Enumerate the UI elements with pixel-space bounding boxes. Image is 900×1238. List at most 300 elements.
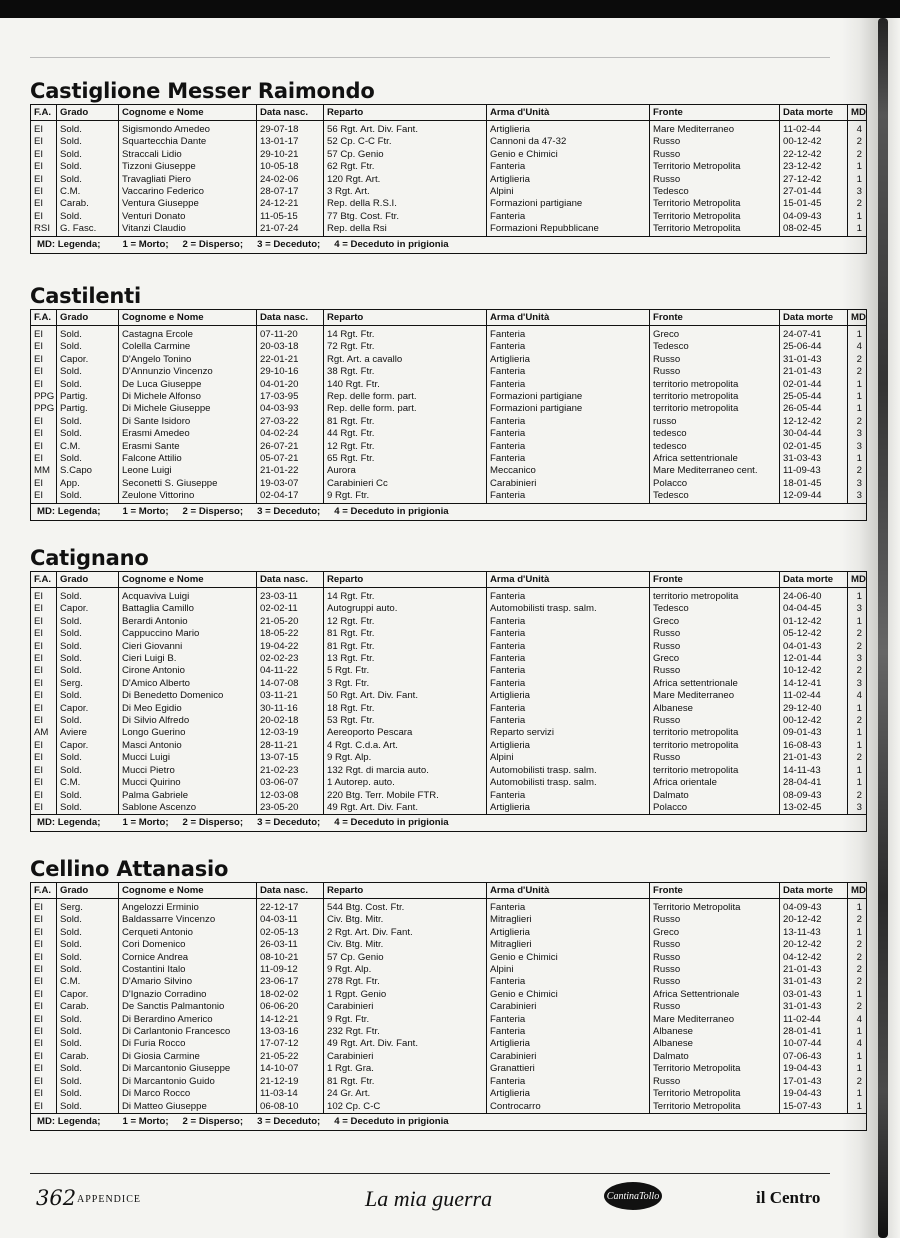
cell-reparto: 38 Rgt. Ftr. bbox=[324, 366, 487, 378]
table-row bbox=[31, 391, 867, 403]
cell-birth: 04-11-22 bbox=[257, 665, 324, 677]
cell-fa: EI bbox=[31, 641, 57, 653]
table-row bbox=[31, 161, 867, 173]
cell-fronte: Russo bbox=[650, 952, 780, 964]
cell-md: 1 bbox=[848, 740, 867, 752]
cell-death: 21-01-43 bbox=[780, 752, 848, 764]
casualty-table bbox=[30, 104, 867, 254]
cell-grado: Capor. bbox=[57, 740, 119, 752]
table-row bbox=[31, 802, 867, 815]
cell-arma: Automobilisti trasp. salm. bbox=[487, 777, 650, 789]
cell-md: 1 bbox=[848, 391, 867, 403]
table-row bbox=[31, 136, 867, 148]
legend-row bbox=[31, 815, 867, 832]
cell-fa: EI bbox=[31, 1014, 57, 1026]
cell-grado: Carab. bbox=[57, 1051, 119, 1063]
cell-death: 15-07-43 bbox=[780, 1101, 848, 1114]
cell-death: 12-09-44 bbox=[780, 490, 848, 503]
cell-fa: EI bbox=[31, 703, 57, 715]
legend-item: 1 = Morto; bbox=[122, 1115, 169, 1127]
cell-birth: 11-05-15 bbox=[257, 211, 324, 223]
cell-birth: 20-02-18 bbox=[257, 715, 324, 727]
legend-item: 1 = Morto; bbox=[122, 238, 169, 250]
cell-fa: EI bbox=[31, 1001, 57, 1013]
table-row bbox=[31, 149, 867, 161]
legend-item: 4 = Deceduto in prigionia bbox=[334, 238, 449, 250]
cell-md: 2 bbox=[848, 790, 867, 802]
column-header-grado: Grado bbox=[57, 883, 119, 899]
cell-death: 21-01-43 bbox=[780, 366, 848, 378]
cell-death: 24-07-41 bbox=[780, 326, 848, 342]
cell-death: 10-07-44 bbox=[780, 1038, 848, 1050]
legend-item: 1 = Morto; bbox=[122, 505, 169, 517]
cell-name: Longo Guerino bbox=[119, 727, 257, 739]
legend-item: 1 = Morto; bbox=[122, 817, 169, 829]
cell-grado: Sold. bbox=[57, 174, 119, 186]
table-row bbox=[31, 1026, 867, 1038]
cell-fronte: Mare Mediterraneo bbox=[650, 121, 780, 137]
cell-birth: 06-06-20 bbox=[257, 1001, 324, 1013]
cell-name: Cieri Giovanni bbox=[119, 641, 257, 653]
cell-death: 23-12-42 bbox=[780, 161, 848, 173]
cell-arma: Formazioni partigiane bbox=[487, 403, 650, 415]
cell-fronte: Albanese bbox=[650, 1026, 780, 1038]
cell-grado: Sold. bbox=[57, 1088, 119, 1100]
cell-name: Colella Carmine bbox=[119, 341, 257, 353]
column-header-death: Data morte bbox=[780, 883, 848, 899]
cell-death: 24-06-40 bbox=[780, 588, 848, 604]
cell-fronte: Russo bbox=[650, 641, 780, 653]
cell-birth: 22-01-21 bbox=[257, 354, 324, 366]
cell-name: Di Matteo Giuseppe bbox=[119, 1101, 257, 1114]
cell-death: 11-09-43 bbox=[780, 465, 848, 477]
cell-death: 14-11-43 bbox=[780, 765, 848, 777]
cell-birth: 12-03-19 bbox=[257, 727, 324, 739]
cell-fa: EI bbox=[31, 1101, 57, 1114]
cell-fronte: Albanese bbox=[650, 703, 780, 715]
cell-grado: Sold. bbox=[57, 366, 119, 378]
section-castiglione bbox=[30, 78, 866, 254]
cell-death: 16-08-43 bbox=[780, 740, 848, 752]
cell-grado: Sold. bbox=[57, 802, 119, 815]
cell-reparto: 9 Rgt. Alp. bbox=[324, 752, 487, 764]
cell-reparto: 62 Rgt. Ftr. bbox=[324, 161, 487, 173]
table-row bbox=[31, 727, 867, 739]
cell-fa: EI bbox=[31, 790, 57, 802]
page-number: 362 bbox=[36, 1186, 77, 1210]
cell-reparto: Rep. della Rsi bbox=[324, 223, 487, 236]
cell-grado: Sold. bbox=[57, 588, 119, 604]
cell-death: 11-02-44 bbox=[780, 1014, 848, 1026]
table-header-row bbox=[31, 883, 867, 899]
cell-birth: 04-03-11 bbox=[257, 914, 324, 926]
cell-death: 04-04-45 bbox=[780, 603, 848, 615]
cell-fronte: Mare Mediterraneo cent. bbox=[650, 465, 780, 477]
column-header-arma: Arma d'Unità bbox=[487, 105, 650, 121]
cell-md: 1 bbox=[848, 223, 867, 236]
cell-death: 31-01-43 bbox=[780, 354, 848, 366]
cell-grado: Capor. bbox=[57, 989, 119, 1001]
cell-md: 1 bbox=[848, 161, 867, 173]
cell-death: 18-01-45 bbox=[780, 478, 848, 490]
cell-md: 2 bbox=[848, 952, 867, 964]
cell-md: 3 bbox=[848, 653, 867, 665]
cell-md: 1 bbox=[848, 588, 867, 604]
cell-fronte: Russo bbox=[650, 628, 780, 640]
column-header-reparto: Reparto bbox=[324, 572, 487, 588]
cell-md: 4 bbox=[848, 121, 867, 137]
cell-fronte: Africa settentrionale bbox=[650, 453, 780, 465]
cell-grado: Sold. bbox=[57, 641, 119, 653]
cell-reparto: Autogruppi auto. bbox=[324, 603, 487, 615]
cell-death: 26-05-44 bbox=[780, 403, 848, 415]
cell-fa: EI bbox=[31, 976, 57, 988]
cell-arma: Fanteria bbox=[487, 490, 650, 503]
cell-name: Cori Domenico bbox=[119, 939, 257, 951]
cell-name: Venturi Donato bbox=[119, 211, 257, 223]
column-header-name: Cognome e Nome bbox=[119, 572, 257, 588]
cell-arma: Fanteria bbox=[487, 161, 650, 173]
cell-fronte: Territorio Metropolita bbox=[650, 198, 780, 210]
cell-death: 22-12-42 bbox=[780, 149, 848, 161]
cell-grado: Sold. bbox=[57, 161, 119, 173]
cell-birth: 20-03-18 bbox=[257, 341, 324, 353]
cell-arma: Fanteria bbox=[487, 326, 650, 342]
table-row bbox=[31, 366, 867, 378]
newspaper-name: il Centro bbox=[756, 1188, 821, 1207]
column-header-arma: Arma d'Unità bbox=[487, 572, 650, 588]
table-row bbox=[31, 416, 867, 428]
cell-arma: Fanteria bbox=[487, 416, 650, 428]
cell-death: 01-12-42 bbox=[780, 616, 848, 628]
column-header-fa: F.A. bbox=[31, 572, 57, 588]
cell-md: 2 bbox=[848, 366, 867, 378]
cell-fa: EI bbox=[31, 752, 57, 764]
cell-name: Falcone Attilio bbox=[119, 453, 257, 465]
cell-grado: Sold. bbox=[57, 136, 119, 148]
cell-death: 28-04-41 bbox=[780, 777, 848, 789]
cell-md: 1 bbox=[848, 174, 867, 186]
cell-fa: EI bbox=[31, 1063, 57, 1075]
column-header-name: Cognome e Nome bbox=[119, 105, 257, 121]
cell-fronte: Russo bbox=[650, 1076, 780, 1088]
cell-grado: Sold. bbox=[57, 1026, 119, 1038]
table-row bbox=[31, 1014, 867, 1026]
cell-fa: EI bbox=[31, 740, 57, 752]
cell-arma: Reparto servizi bbox=[487, 727, 650, 739]
table-header-row bbox=[31, 310, 867, 326]
cell-grado: Sold. bbox=[57, 149, 119, 161]
cell-grado: Sold. bbox=[57, 416, 119, 428]
legend-item: 2 = Disperso; bbox=[182, 1115, 244, 1127]
cell-death: 09-01-43 bbox=[780, 727, 848, 739]
cell-fronte: territorio metropolita bbox=[650, 379, 780, 391]
cell-arma: Fanteria bbox=[487, 665, 650, 677]
cell-md: 3 bbox=[848, 490, 867, 503]
cell-birth: 13-03-16 bbox=[257, 1026, 324, 1038]
cell-birth: 13-01-17 bbox=[257, 136, 324, 148]
cell-birth: 05-07-21 bbox=[257, 453, 324, 465]
column-header-birth: Data nasc. bbox=[257, 572, 324, 588]
cell-name: Di Sante Isidoro bbox=[119, 416, 257, 428]
cell-fa: EI bbox=[31, 899, 57, 915]
cell-md: 3 bbox=[848, 802, 867, 815]
cell-arma: Formazioni Repubblicane bbox=[487, 223, 650, 236]
cell-arma: Genio e Chimici bbox=[487, 149, 650, 161]
cell-grado: Sold. bbox=[57, 1038, 119, 1050]
cell-fronte: Russo bbox=[650, 136, 780, 148]
cell-grado: App. bbox=[57, 478, 119, 490]
cell-fa: EI bbox=[31, 690, 57, 702]
table-row bbox=[31, 326, 867, 342]
cell-name: Zeulone Vittorino bbox=[119, 490, 257, 503]
cell-arma: Fanteria bbox=[487, 715, 650, 727]
column-header-md: MD bbox=[848, 310, 867, 326]
cell-fa: EI bbox=[31, 366, 57, 378]
cell-arma: Fanteria bbox=[487, 899, 650, 915]
cell-death: 10-12-42 bbox=[780, 665, 848, 677]
table-row bbox=[31, 490, 867, 503]
cell-name: Di Silvio Alfredo bbox=[119, 715, 257, 727]
cell-fa: EI bbox=[31, 765, 57, 777]
cell-arma: Fanteria bbox=[487, 428, 650, 440]
cell-arma: Artiglieria bbox=[487, 740, 650, 752]
table-row bbox=[31, 715, 867, 727]
cell-fa: RSI bbox=[31, 223, 57, 236]
cell-death: 15-01-45 bbox=[780, 198, 848, 210]
cell-reparto: 102 Cp. C-C bbox=[324, 1101, 487, 1114]
cell-grado: C.M. bbox=[57, 441, 119, 453]
cell-md: 1 bbox=[848, 989, 867, 1001]
cell-arma: Formazioni partigiane bbox=[487, 198, 650, 210]
header-rule bbox=[30, 57, 830, 58]
cell-death: 03-01-43 bbox=[780, 989, 848, 1001]
cell-birth: 02-04-17 bbox=[257, 490, 324, 503]
cell-fa: EI bbox=[31, 161, 57, 173]
table-row bbox=[31, 690, 867, 702]
cell-md: 1 bbox=[848, 777, 867, 789]
cell-name: Erasmi Sante bbox=[119, 441, 257, 453]
cantina-tollo-logo: CantinaTollo bbox=[604, 1182, 662, 1210]
cell-fa: EI bbox=[31, 186, 57, 198]
cell-birth: 02-02-11 bbox=[257, 603, 324, 615]
cell-md: 1 bbox=[848, 703, 867, 715]
cell-grado: Sold. bbox=[57, 964, 119, 976]
cell-death: 04-09-43 bbox=[780, 211, 848, 223]
column-header-name: Cognome e Nome bbox=[119, 310, 257, 326]
cell-fronte: Territorio Metropolita bbox=[650, 211, 780, 223]
column-header-death: Data morte bbox=[780, 572, 848, 588]
cell-name: Cerqueti Antonio bbox=[119, 927, 257, 939]
cell-md: 1 bbox=[848, 379, 867, 391]
cell-arma: Fanteria bbox=[487, 1014, 650, 1026]
table-row bbox=[31, 453, 867, 465]
cell-birth: 21-01-22 bbox=[257, 465, 324, 477]
cell-death: 27-12-42 bbox=[780, 174, 848, 186]
table-row bbox=[31, 1076, 867, 1088]
cell-birth: 21-05-20 bbox=[257, 616, 324, 628]
cell-fronte: Albanese bbox=[650, 1038, 780, 1050]
cell-grado: Serg. bbox=[57, 899, 119, 915]
table-row bbox=[31, 603, 867, 615]
cell-md: 4 bbox=[848, 1014, 867, 1026]
cell-md: 2 bbox=[848, 914, 867, 926]
legend-item: 3 = Deceduto; bbox=[257, 238, 321, 250]
cell-md: 1 bbox=[848, 927, 867, 939]
cell-reparto: 120 Rgt. Art. bbox=[324, 174, 487, 186]
cell-fronte: Russo bbox=[650, 964, 780, 976]
cell-fronte: territorio metropolita bbox=[650, 403, 780, 415]
cell-fronte: Greco bbox=[650, 326, 780, 342]
cell-arma: Fanteria bbox=[487, 790, 650, 802]
cell-reparto: 18 Rgt. Ftr. bbox=[324, 703, 487, 715]
table-row bbox=[31, 1101, 867, 1114]
cell-reparto: 4 Rgt. C.d.a. Art. bbox=[324, 740, 487, 752]
table-row bbox=[31, 665, 867, 677]
column-header-arma: Arma d'Unità bbox=[487, 883, 650, 899]
cell-reparto: 278 Rgt. Ftr. bbox=[324, 976, 487, 988]
cell-md: 1 bbox=[848, 727, 867, 739]
legend-item: MD: Legenda; bbox=[37, 505, 101, 517]
cell-death: 08-02-45 bbox=[780, 223, 848, 236]
cell-md: 3 bbox=[848, 186, 867, 198]
cell-fronte: Russo bbox=[650, 939, 780, 951]
cell-name: Travagliati Piero bbox=[119, 174, 257, 186]
column-header-md: MD bbox=[848, 883, 867, 899]
cell-birth: 18-02-02 bbox=[257, 989, 324, 1001]
cell-grado: Sold. bbox=[57, 211, 119, 223]
cell-reparto: Civ. Btg. Mitr. bbox=[324, 914, 487, 926]
table-row bbox=[31, 976, 867, 988]
table-row bbox=[31, 939, 867, 951]
cell-death: 27-01-44 bbox=[780, 186, 848, 198]
cell-birth: 27-03-22 bbox=[257, 416, 324, 428]
column-header-md: MD bbox=[848, 572, 867, 588]
cell-name: Di Marcantonio Giuseppe bbox=[119, 1063, 257, 1075]
legend-item: MD: Legenda; bbox=[37, 817, 101, 829]
cell-death: 17-01-43 bbox=[780, 1076, 848, 1088]
cell-md: 1 bbox=[848, 1026, 867, 1038]
cell-arma: Meccanico bbox=[487, 465, 650, 477]
cell-arma: Fanteria bbox=[487, 379, 650, 391]
cell-birth: 29-10-16 bbox=[257, 366, 324, 378]
cell-fa: EI bbox=[31, 1076, 57, 1088]
cell-birth: 21-12-19 bbox=[257, 1076, 324, 1088]
cell-fa: EI bbox=[31, 653, 57, 665]
cell-reparto: Aereoporto Pescara bbox=[324, 727, 487, 739]
cell-fronte: tedesco bbox=[650, 441, 780, 453]
cell-name: D'Amico Alberto bbox=[119, 678, 257, 690]
cell-grado: Capor. bbox=[57, 354, 119, 366]
cell-reparto: 3 Rgt. Ftr. bbox=[324, 678, 487, 690]
cell-fa: EI bbox=[31, 1051, 57, 1063]
cell-reparto: 81 Rgt. Ftr. bbox=[324, 416, 487, 428]
cell-death: 00-12-42 bbox=[780, 136, 848, 148]
cell-fronte: Russo bbox=[650, 976, 780, 988]
cell-md: 1 bbox=[848, 326, 867, 342]
cell-birth: 23-05-20 bbox=[257, 802, 324, 815]
table-row bbox=[31, 653, 867, 665]
cell-reparto: Rep. delle form. part. bbox=[324, 391, 487, 403]
cell-fa: EI bbox=[31, 777, 57, 789]
cell-grado: Sold. bbox=[57, 428, 119, 440]
legend-item: 2 = Disperso; bbox=[182, 817, 244, 829]
cell-reparto: 56 Rgt. Art. Div. Fant. bbox=[324, 121, 487, 137]
cell-arma: Mitraglieri bbox=[487, 914, 650, 926]
cell-name: Vitanzi Claudio bbox=[119, 223, 257, 236]
cell-fronte: Tedesco bbox=[650, 490, 780, 503]
cell-fa: EI bbox=[31, 989, 57, 1001]
cell-birth: 30-11-16 bbox=[257, 703, 324, 715]
cell-name: De Sanctis Palmantonio bbox=[119, 1001, 257, 1013]
cell-reparto: 49 Rgt. Art. Div. Fant. bbox=[324, 1038, 487, 1050]
column-header-fa: F.A. bbox=[31, 105, 57, 121]
cell-arma: Genio e Chimici bbox=[487, 952, 650, 964]
legend-row bbox=[31, 236, 867, 253]
section-title: Cellino Attanasio bbox=[30, 857, 229, 881]
cell-fa: EI bbox=[31, 121, 57, 137]
cell-md: 2 bbox=[848, 628, 867, 640]
cell-death: 30-04-44 bbox=[780, 428, 848, 440]
table-row bbox=[31, 628, 867, 640]
cell-name: Cornice Andrea bbox=[119, 952, 257, 964]
cell-reparto: Aurora bbox=[324, 465, 487, 477]
cell-fronte: Russo bbox=[650, 914, 780, 926]
column-header-birth: Data nasc. bbox=[257, 105, 324, 121]
cell-md: 2 bbox=[848, 715, 867, 727]
cell-fronte: Russo bbox=[650, 354, 780, 366]
cell-reparto: 57 Cp. Genio bbox=[324, 149, 487, 161]
cell-md: 1 bbox=[848, 211, 867, 223]
cell-arma: Fanteria bbox=[487, 366, 650, 378]
cell-death: 13-11-43 bbox=[780, 927, 848, 939]
cell-fronte: territorio metropolita bbox=[650, 740, 780, 752]
cell-death: 11-02-44 bbox=[780, 121, 848, 137]
cell-fronte: Tedesco bbox=[650, 341, 780, 353]
cell-fronte: Russo bbox=[650, 366, 780, 378]
cell-birth: 02-02-23 bbox=[257, 653, 324, 665]
cell-fa: EI bbox=[31, 665, 57, 677]
cell-fa: PPG bbox=[31, 391, 57, 403]
page-footer bbox=[30, 1173, 830, 1224]
cell-fa: EI bbox=[31, 326, 57, 342]
column-header-name: Cognome e Nome bbox=[119, 883, 257, 899]
cell-grado: Partig. bbox=[57, 403, 119, 415]
cell-md: 1 bbox=[848, 899, 867, 915]
cell-fa: EI bbox=[31, 1088, 57, 1100]
cell-birth: 28-07-17 bbox=[257, 186, 324, 198]
table-row bbox=[31, 354, 867, 366]
cell-arma: Fanteria bbox=[487, 653, 650, 665]
cell-md: 2 bbox=[848, 1001, 867, 1013]
cell-md: 1 bbox=[848, 1063, 867, 1075]
cell-grado: Sold. bbox=[57, 665, 119, 677]
cell-md: 4 bbox=[848, 690, 867, 702]
cell-fa: EI bbox=[31, 964, 57, 976]
cell-reparto: Civ. Btg. Mitr. bbox=[324, 939, 487, 951]
cell-reparto: 57 Cp. Genio bbox=[324, 952, 487, 964]
column-header-fronte: Fronte bbox=[650, 883, 780, 899]
cell-death: 08-09-43 bbox=[780, 790, 848, 802]
cell-grado: Sold. bbox=[57, 653, 119, 665]
cell-birth: 06-08-10 bbox=[257, 1101, 324, 1114]
cell-death: 31-01-43 bbox=[780, 1001, 848, 1013]
cell-grado: Carab. bbox=[57, 1001, 119, 1013]
cell-fa: EI bbox=[31, 678, 57, 690]
cell-arma: Fanteria bbox=[487, 588, 650, 604]
cell-md: 2 bbox=[848, 149, 867, 161]
cell-grado: Sold. bbox=[57, 914, 119, 926]
